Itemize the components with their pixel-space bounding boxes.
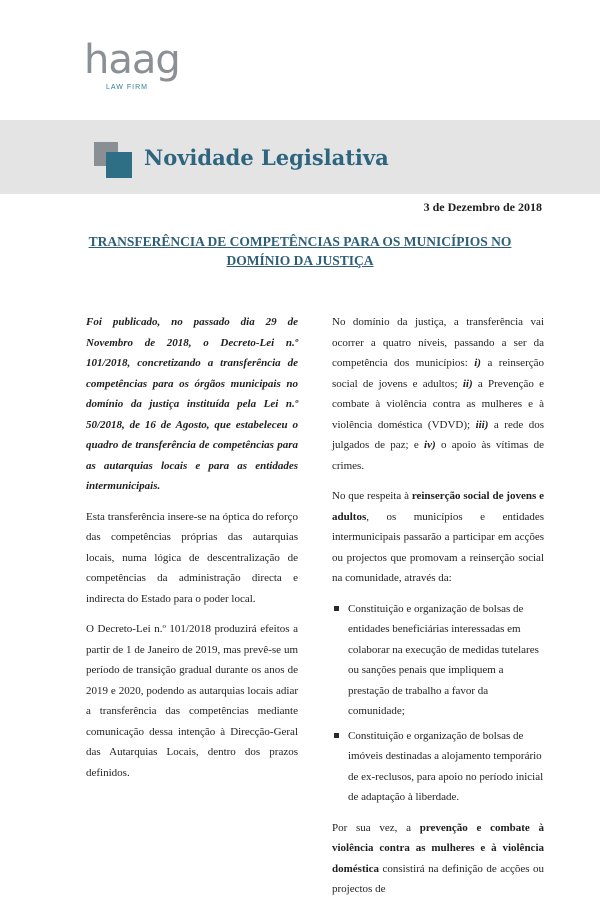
lead-paragraph: Foi publicado, no passado dia 29 de Novembro de 2018, o Decreto-Lei n.º 101/2018, concretizando a transferência de competências para os órgãos municipais no domínio da justiça instituída pela Lei n.º 50/2018, de 16 de Agosto, que estabeleceu o quadro de transferência de competências para as autarquias locais e para as entidades intermunicipais. [86, 316, 298, 492]
list-item: Constituição e organização de bolsas de entidades beneficiárias interessadas em colaborar na execução de medidas tutelares ou sanções penais que impliquem a prestação de trabalho a favor da comunidade; [332, 599, 544, 722]
document-date: 3 de Dezembro de 2018 [423, 200, 542, 214]
right-column [332, 312, 544, 910]
banner-title: Novidade Legislativa [144, 145, 389, 170]
left-column [86, 312, 298, 793]
paragraph: O Decreto-Lei n.º 101/2018 produzirá efeitos a partir de 1 de Janeiro de 2019, mas prevê-se um período de transição gradual durante os anos de 2019 e 2020, podendo as autarquias locais adiar a transferência das competências mediante comunicação dessa intenção à Direcção-Geral das Autarquias Locais, dentro dos prazos definidos. [86, 623, 298, 779]
list-item: Constituição e organização de bolsas de imóveis destinadas a alojamento temporário de ex-reclusos, para apoio no período inicial de adaptação à liberdade. [332, 726, 544, 808]
document-title: TRANSFERÊNCIA DE COMPETÊNCIAS PARA OS MUNICÍPIOS NO DOMÍNIO DA JUSTIÇA [88, 234, 512, 268]
paragraph: No domínio da justiça, a transferência vai ocorrer a quatro níveis, passando a ser da competência dos municípios: i) a reinserção social de jovens e adultos; ii) a Prevenção e combate à violência contra as mulheres e à violência doméstica (VDVD); iii) a rede dos julgados de paz; e iv) o apoio às vítimas de crimes. [332, 316, 544, 472]
paragraph: Esta transferência insere-se na óptica do reforço das competências próprias das autarquias locais, numa lógica de descentralização de competências da administração directa e indirecta do Estado para o poder local. [86, 510, 298, 605]
bullet-square-icon [334, 606, 339, 611]
banner-square-blue-icon [106, 152, 132, 178]
bullet-list [332, 599, 544, 808]
firm-logo [84, 37, 184, 96]
logo-subtitle: LAW FIRM [106, 84, 148, 91]
bullet-square-icon [334, 733, 339, 738]
logo-wordmark: haag [84, 37, 180, 83]
paragraph: No que respeita à reinserção social de jovens e adultos, os municípios e entidades intermunicipais passarão a participar em acções ou projectos que promovam a reinserção social na comunidade, através da: [332, 490, 544, 584]
paragraph: Por sua vez, a prevenção e combate à violência contra as mulheres e à violência doméstica consistirá na definição de acções ou projectos de [332, 821, 544, 895]
